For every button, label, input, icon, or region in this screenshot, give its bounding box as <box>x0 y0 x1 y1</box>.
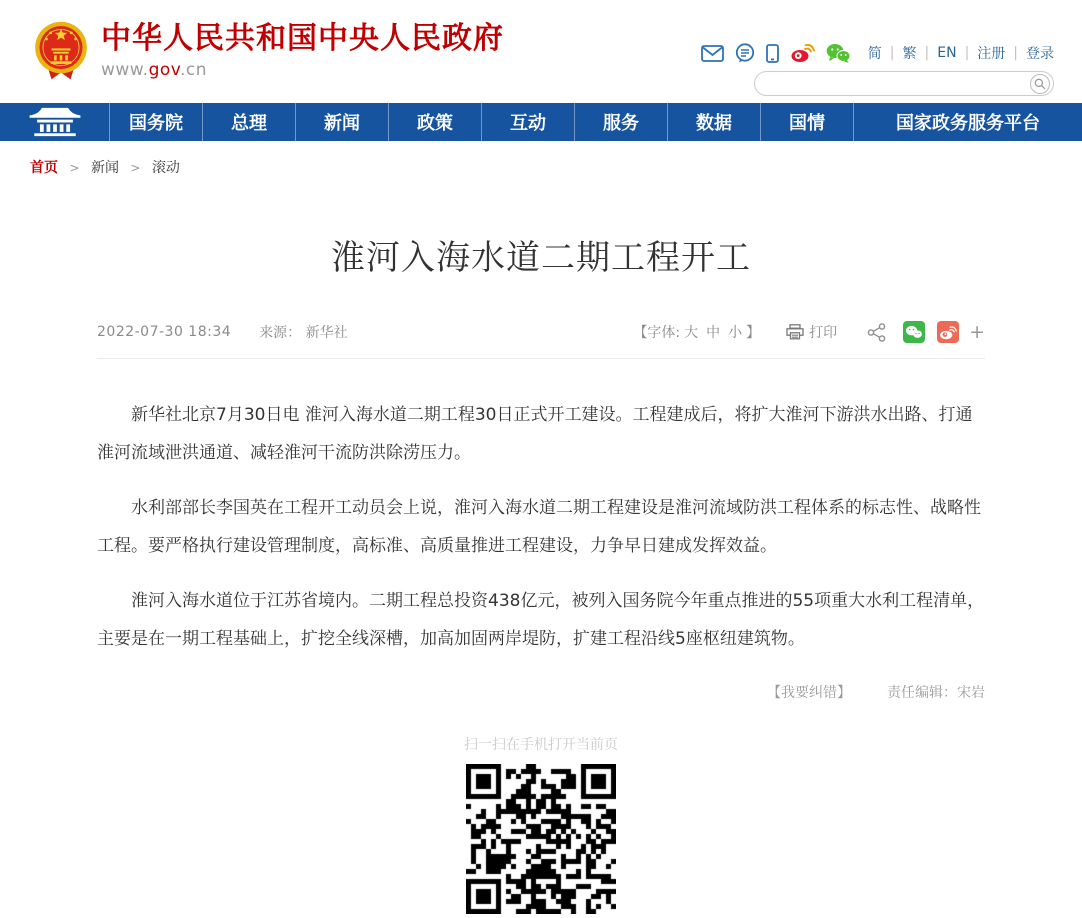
header-utilities <box>701 40 1054 66</box>
search-icon <box>1034 78 1046 90</box>
share-weibo-icon[interactable] <box>937 321 959 343</box>
share-icon[interactable] <box>867 323 886 342</box>
national-emblem-icon <box>33 20 89 82</box>
share-more-button[interactable]: + <box>969 320 985 343</box>
weibo-icon[interactable] <box>790 43 815 63</box>
divider <box>97 358 985 359</box>
article-title: 淮河入海水道二期工程开工 <box>331 238 751 278</box>
search-box <box>754 71 1054 96</box>
source-label: 来源： <box>259 325 302 341</box>
tiananmen-icon <box>26 106 84 138</box>
publish-date: 2022-07-30 18:34 <box>97 324 232 340</box>
editor-label: 责任编辑： <box>887 685 957 701</box>
logo-text <box>101 22 504 80</box>
font-widget-suffix: 】 <box>746 325 761 341</box>
login-link[interactable]: 登录 <box>1026 46 1054 62</box>
paragraph: 水利部部长李国英在工程开工动员会上说，淮河入海水道二期工程建设是淮河流域防洪工程体系的标志性、战略性工程。要严格执行建设管理制度，高标准、高质量推进工程建设，力争早日建成发挥效益。 <box>97 498 981 556</box>
font-size-widget <box>633 322 760 342</box>
breadcrumb-news[interactable]: 新闻 <box>90 160 119 176</box>
paragraph: 淮河入海水道位于江苏省境内。二期工程总投资438亿元，被列入国务院今年重点推进的55项重大水利工程清单，主要是在一期工程基础上，扩挖全线深槽，加高加固两岸堤防，扩建工程沿线5座枢纽建筑物。 <box>97 591 985 649</box>
error-report-button[interactable]: 【我要纠错】 <box>767 685 851 701</box>
meta-tools <box>633 321 985 343</box>
breadcrumb-separator: > <box>69 161 80 175</box>
correction-row <box>97 682 985 702</box>
article-meta <box>97 321 985 343</box>
nav-item-fuwu[interactable]: 服务 <box>575 103 668 141</box>
source <box>259 322 347 342</box>
separator: | <box>964 45 970 61</box>
qr-code <box>466 764 616 914</box>
editor-credit <box>887 682 985 702</box>
print-label: 打印 <box>809 325 838 341</box>
mail-icon[interactable] <box>701 45 724 62</box>
nav-item-zongli[interactable]: 总理 <box>203 103 296 141</box>
register-link[interactable]: 注册 <box>977 46 1006 62</box>
search-input[interactable] <box>767 74 1030 94</box>
main-nav <box>0 103 1082 141</box>
article-body <box>97 396 985 658</box>
meta-left <box>97 322 348 342</box>
site-url-gov: gov <box>148 59 180 80</box>
qr-section <box>97 734 985 918</box>
share-wechat-icon[interactable] <box>903 321 925 343</box>
separator: | <box>924 45 930 61</box>
font-large-button[interactable]: 大 <box>684 325 699 341</box>
mobile-icon[interactable] <box>766 44 779 63</box>
nav-item-guowuyuan[interactable]: 国务院 <box>110 103 203 141</box>
separator: | <box>1013 45 1018 61</box>
font-medium-button[interactable]: 中 <box>706 325 721 341</box>
qr-caption: 扫一扫在手机打开当前页 <box>464 737 618 753</box>
nav-home-button[interactable] <box>0 103 110 141</box>
site-url <box>101 60 504 80</box>
lang-english-link[interactable]: EN <box>937 45 957 61</box>
lang-simplified-link[interactable]: 简 <box>867 46 882 62</box>
breadcrumb-separator: > <box>130 161 141 175</box>
font-small-button[interactable]: 小 <box>728 325 743 341</box>
nav-item-guoqing[interactable]: 国情 <box>761 103 854 141</box>
breadcrumb-home[interactable]: 首页 <box>30 160 58 176</box>
paragraph: 新华社北京7月30日电 淮河入海水道二期工程30日正式开工建设。工程建成后，将扩大淮河下游洪水出路、打通淮河流域泄洪通道、减轻淮河干流防洪除涝压力。 <box>97 405 973 463</box>
nav-item-xinwen[interactable]: 新闻 <box>296 103 389 141</box>
nav-item-zhengce[interactable]: 政策 <box>389 103 482 141</box>
editor-name: 宋岩 <box>957 685 985 701</box>
font-widget-prefix: 【字体: <box>633 325 681 341</box>
site-url-www: www. <box>101 59 149 80</box>
lang-traditional-link[interactable]: 繁 <box>902 46 917 62</box>
printer-icon <box>786 324 804 340</box>
nav-item-hudong[interactable]: 互动 <box>482 103 575 141</box>
separator: | <box>889 45 895 61</box>
breadcrumb <box>30 157 1082 177</box>
site-url-cn: .cn <box>180 59 208 80</box>
source-name: 新华社 <box>305 325 348 341</box>
nav-item-zhengwu-platform[interactable]: 国家政务服务平台 <box>896 113 1040 134</box>
nav-item-shuju[interactable]: 数据 <box>668 103 761 141</box>
wechat-icon[interactable] <box>826 43 851 63</box>
article <box>97 230 985 918</box>
breadcrumb-rolling[interactable]: 滚动 <box>151 160 180 176</box>
lang-links <box>868 43 1054 63</box>
site-header <box>0 0 1082 103</box>
message-icon[interactable] <box>735 43 755 63</box>
print-button[interactable] <box>786 322 837 342</box>
site-logo[interactable] <box>33 20 504 82</box>
search-button[interactable] <box>1030 74 1050 94</box>
site-title: 中华人民共和国中央人民政府 <box>101 21 504 57</box>
